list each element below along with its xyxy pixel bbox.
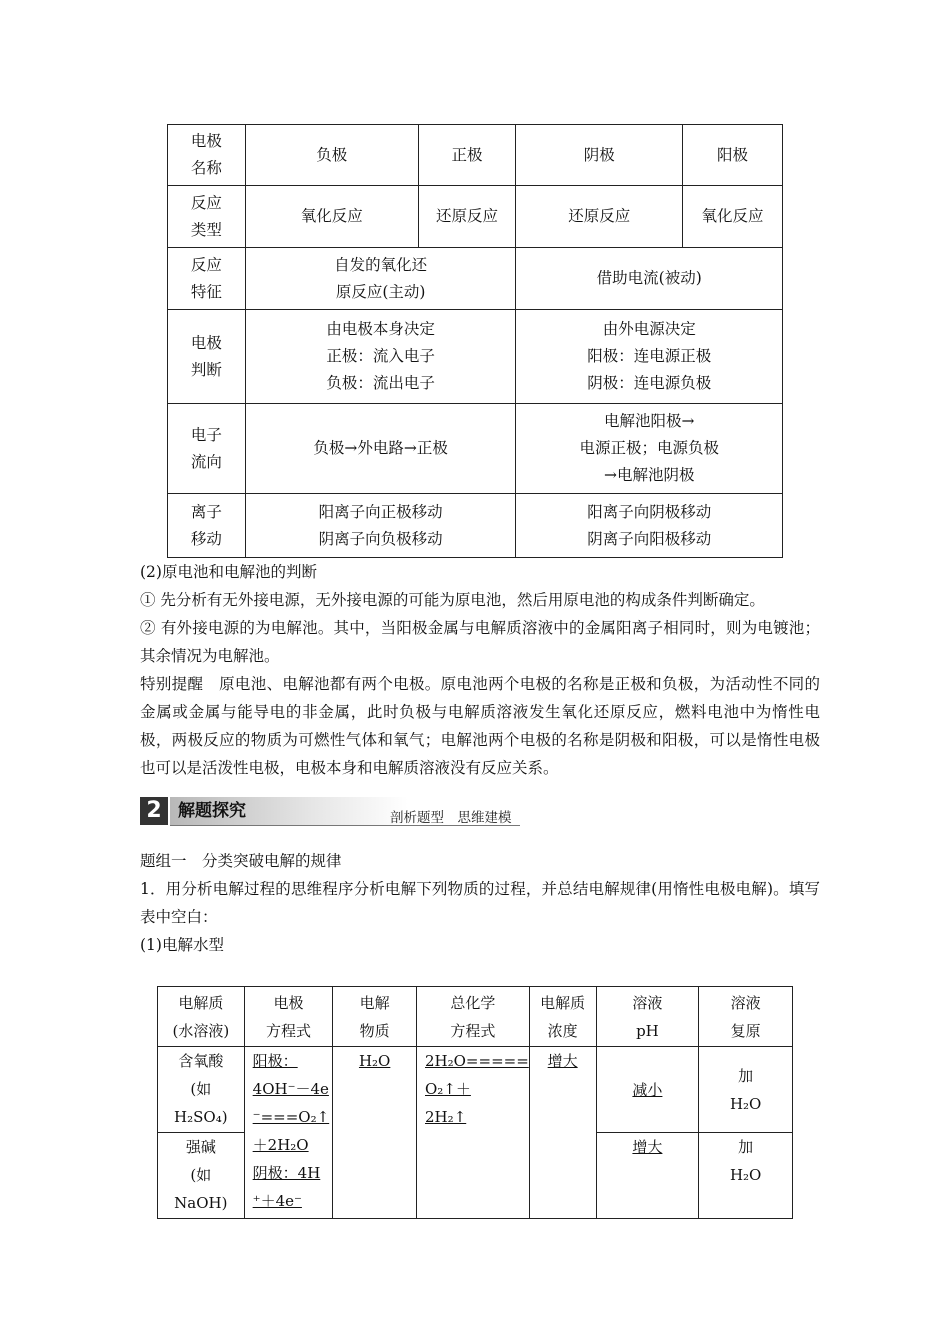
- answer-blank: 增大: [547, 1052, 578, 1070]
- header-cell: 负极: [245, 125, 418, 186]
- table-cell: 借助电流(被动): [516, 248, 783, 310]
- paragraph: ② 有外接电源的为电解池。其中，当阳极金属与电解质溶液中的金属阳离子相同时，则为电镀池；其余情况为电解池。: [140, 619, 820, 665]
- header-cell: 电解质 (水溶液): [158, 987, 245, 1047]
- row-label: 反应 特征: [168, 248, 246, 310]
- table-cell: 由电极本身决定 正极：流入电子 负极：流出电子: [245, 310, 516, 404]
- header-cell: 电解 物质: [333, 987, 417, 1047]
- row-label: 电极 名称: [168, 125, 246, 186]
- header-cell: 阳极: [683, 125, 783, 186]
- table-cell: [529, 1047, 596, 1219]
- header-cell: 阴极: [516, 125, 683, 186]
- section-subtitle: 剖析题型 思维建模: [390, 810, 512, 826]
- problem-section: [140, 847, 820, 959]
- comparison-table: [167, 124, 783, 558]
- section-title: 解题探究: [178, 801, 246, 821]
- section-header: [140, 797, 520, 827]
- table-cell: 由外电源决定 阳极：连电源正极 阴极：连电源负极: [516, 310, 783, 404]
- table-cell: [699, 1133, 793, 1219]
- answer-blank: H₂O: [358, 1052, 391, 1070]
- section-number: 2: [140, 797, 168, 825]
- row-label: 电子 流向: [168, 404, 246, 494]
- answer-blank: 增大: [632, 1138, 663, 1156]
- problem-group: 题组一 分类突破电解的规律: [140, 852, 342, 870]
- header-cell: 电极 方程式: [244, 987, 333, 1047]
- table-cell: [417, 1047, 530, 1219]
- table-cell: 负极→外电路→正极: [245, 404, 516, 494]
- header-cell: 总化学 方程式: [417, 987, 530, 1047]
- table-cell: 氧化反应: [683, 186, 783, 248]
- question-text: 1．用分析电解过程的思维程序分析电解下列物质的过程，并总结电解规律(用惰性电极电解)。填写表中空白：: [140, 880, 820, 926]
- answer-blank: 加 H₂O: [729, 1066, 762, 1113]
- table-cell: 自发的氧化还 原反应(主动): [245, 248, 516, 310]
- table-cell: [596, 1047, 699, 1133]
- answer-blank: 阳极： 4OH⁻－4e ⁻===O₂↑ ＋2H₂O 阴极：4H ⁺＋4e⁻: [252, 1052, 330, 1210]
- table-cell: 氧化反应: [245, 186, 418, 248]
- header-cell: 电解质 浓度: [529, 987, 596, 1047]
- table-cell: [333, 1047, 417, 1219]
- header-cell: 溶液 pH: [596, 987, 699, 1047]
- table-cell: 强碱 (如 NaOH): [158, 1133, 245, 1219]
- table-cell: 还原反应: [516, 186, 683, 248]
- header-cell: 正极: [418, 125, 516, 186]
- table-cell: 阳离子向正极移动 阴离子向负极移动: [245, 494, 516, 558]
- row-label: 离子 移动: [168, 494, 246, 558]
- table-cell: [699, 1047, 793, 1133]
- answer-blank: 2H₂O===== O₂↑＋ 2H₂↑: [425, 1052, 529, 1126]
- row-label: 电极 判断: [168, 310, 246, 404]
- table-cell: [596, 1133, 699, 1219]
- electrolysis-table: [157, 986, 793, 1219]
- subquestion: (1)电解水型: [140, 936, 224, 954]
- subheading: (2)原电池和电解池的判断: [140, 563, 317, 581]
- table-cell: [244, 1047, 333, 1219]
- table-cell: 还原反应: [418, 186, 516, 248]
- table-cell: 含氧酸 (如 H₂SO₄): [158, 1047, 245, 1133]
- answer-blank: 减小: [632, 1080, 663, 1099]
- paragraph: ① 先分析有无外接电源，无外接电源的可能为原电池，然后用原电池的构成条件判断确定。: [140, 591, 765, 609]
- row-label: 反应 类型: [168, 186, 246, 248]
- table-cell: 电解池阳极→ 电源正极；电源负极 →电解池阴极: [516, 404, 783, 494]
- tip-paragraph: 特别提醒 原电池、电解池都有两个电极。原电池两个电极的名称是正极和负极，为活动性不同的金属或金属与能导电的非金属，此时负极与电解质溶液发生氧化还原反应，燃料电池中为惰性电极，两极反应的物质为可燃性气体和氧气；电解池两个电极的名称是阴极和阳极，可以是惰性电极也可以是活泼性电极，电极本身和电解质溶液没有反应关系。: [140, 675, 820, 777]
- answer-blank: 加 H₂O: [729, 1138, 762, 1184]
- header-cell: 溶液 复原: [699, 987, 793, 1047]
- table-cell: 阳离子向阴极移动 阴离子向阳极移动: [516, 494, 783, 558]
- judgement-section: [140, 558, 820, 782]
